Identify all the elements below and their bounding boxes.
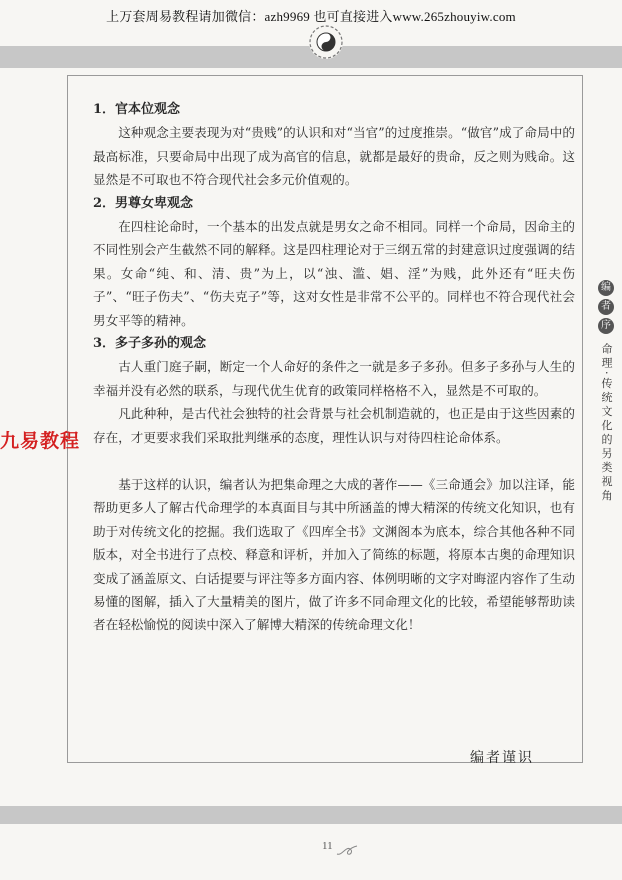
page-number: 11: [322, 840, 333, 852]
preface-body: [93, 98, 575, 637]
section-3-paragraph-2: 凡此种种，是古代社会独特的社会背景与社会机制造就的，也正是由于这些因素的存在，才更要求我们采取批判继承的态度，理性认识与对待四柱论命体系。: [93, 406, 575, 445]
section-heading-2: 2．男尊女卑观念: [93, 195, 194, 211]
section-heading-1: 1．官本位观念: [93, 102, 181, 117]
signature: 编者谨识: [470, 750, 534, 766]
watermark-text: 九易教程: [0, 430, 81, 452]
side-badge: 编: [598, 280, 614, 296]
side-tab: [596, 280, 616, 504]
closing-paragraph: 基于这样的认识，编者认为把集命理之大成的著作——《三命通会》加以注译，能帮助更多人了解古代命理学的本真面目与其中所涵盖的博大精深的传统文化知识，也有助于对传统文化的挖掘。我们选取了《四库全书》文渊阁本为底本，综合其他各种不同版本，对全书进行了点校、释意和评析，并加入了简练的标题，将原本古奥的命理知识变成了涵盖原文、白话提要与评注等多方面内容、体例明晰的文字对晦涩内容作了生动易懂的图解，插入了大量精美的图片，做了许多不同命理文化的比较，希望能够帮助读者在轻松愉悦的阅读中深入了解博大精深的传统命理文化！: [93, 477, 575, 633]
taiji-bagua-icon: [309, 25, 343, 59]
side-badge: 序: [598, 318, 614, 334]
side-badge: 者: [598, 299, 614, 315]
section-2-paragraph: 在四柱论命时，一个基本的出发点就是男女之命不相同。同样一个命局，因命主的不同性别会产生截然不同的解释。这是四柱理论对于三纲五常的封建意识过度强调的结果。女命“纯、和、清、贵”为上，以“浊、滥、娼、淫”为贱，此外还有“旺夫伤子”、“旺子伤夫”、“伤夫克子”等，这对女性是非常不公平的。同样也不符合现代社会男女平等的精神。: [93, 219, 575, 328]
side-caption: 命理·传统文化的另类视角: [600, 343, 613, 504]
section-3-paragraph-1: 古人重门庭子嗣，断定一个人命好的条件之一就是多子多孙。但多子多孙与人生的幸福并没有必然的联系，与现代优生优育的政策同样格格不入，显然是不可取的。: [93, 359, 575, 398]
top-banner: 上万套周易教程请加微信：azh9969 也可直接进入www.265zhouyiw.com: [106, 9, 516, 24]
footer-band: [0, 806, 622, 824]
section-heading-3: 3．多子多孙的观念: [93, 336, 207, 352]
section-1-paragraph: 这种观念主要表现为对“贵贱”的认识和对“当官”的过度推崇。“做官”成了命局中的最高标准，只要命局中出现了成为高官的信息，就都是最好的贵命，反之则为贱命。这显然是不可取也不符合现代社会多元价值观的。: [93, 125, 575, 188]
flourish-icon: [336, 842, 358, 861]
